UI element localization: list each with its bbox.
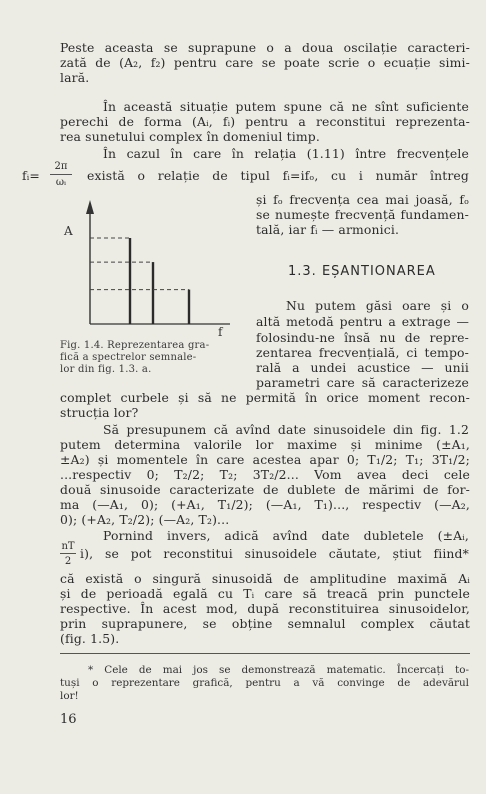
- text-line: se numește frecvență fundamen-: [256, 207, 469, 222]
- fraction-bar: [60, 553, 76, 554]
- text-line: Nu putem găsi oare și o: [286, 298, 469, 313]
- spectral-lines: [90, 238, 189, 324]
- text-line: (fig. 1.5).: [60, 631, 120, 646]
- figure-caption-line: Fig. 1.4. Reprezentarea gra-: [60, 340, 210, 351]
- text-line: complet curbele și să ne permită în orice moment recon-: [60, 390, 470, 405]
- text-line: În cazul în care în relația (1.11) între frecvențele: [103, 146, 469, 161]
- text-line: lară.: [60, 70, 90, 85]
- axis-y-label: A: [64, 224, 73, 238]
- spectrum-figure: [52, 196, 242, 336]
- text-line: că există o singură sinusoidă de amplitudine maximă Aᵢ: [60, 571, 470, 586]
- y-axis-arrow: [86, 200, 94, 214]
- text-line: rea sunetului complex în domeniul timp.: [60, 129, 320, 144]
- footnote-rule: [60, 653, 470, 654]
- text-line: Să presupunem că avînd date sinusoidele din fig. 1.2: [103, 422, 469, 437]
- text-line: și de perioadă egală cu Tᵢ care să treacă prin punctele: [60, 586, 470, 601]
- p6-numerator: nT: [61, 541, 75, 552]
- text-line: 0); (+A₂, T₂/2); (—A₂, T₂)...: [60, 512, 230, 527]
- page-number: 16: [60, 712, 77, 727]
- text-line: respective. În acest mod, după reconstituirea sinusoidelor,: [60, 601, 470, 616]
- text-line: ...respectiv 0; T₂/2; T₂; 3T₂/2... Vom avea deci cele: [60, 467, 470, 482]
- footnote-line: * Cele de mai jos se demonstrează matematic. Încercați to-: [88, 664, 469, 676]
- figure-caption-line: fică a spectrelor semnale-: [60, 352, 197, 363]
- text-line: parametri care să caracterizeze: [256, 375, 469, 390]
- text-line: folosindu-ne însă nu de repre-: [256, 330, 469, 345]
- text-line: există o relație de tipul fᵢ=ifₒ, cu i număr întreg: [87, 168, 469, 183]
- text-line: strucția lor?: [60, 405, 139, 420]
- fraction-bar: [50, 174, 72, 175]
- text-line: rală a undei acustice — unii: [256, 360, 469, 375]
- text-line: putem determina valorile lor maxime și minime (±A₁,: [60, 437, 470, 452]
- text-line: zată de (A₂, f₂) pentru care se poate scrie o ecuație simi-: [60, 55, 470, 70]
- section-heading: 1.3. EȘANTIONAREA: [288, 264, 436, 279]
- text-line: perechi de forma (Aᵢ, fᵢ) pentru a reconstitui reprezenta-: [60, 114, 470, 129]
- equation-numerator: 2π: [54, 161, 68, 172]
- text-line: tală, iar fᵢ — armonici.: [256, 222, 400, 237]
- text-line: Peste aceasta se suprapune o a doua oscilație caracteri-: [60, 40, 470, 55]
- text-line: și fₒ frecvența cea mai joasă, fₒ: [256, 192, 469, 207]
- text-line: zentarea frecvențială, ci tempo-: [256, 345, 469, 360]
- text-line: i), se pot reconstitui sinusoidele căutate, știut fiind*: [80, 546, 469, 561]
- text-line: În această situație putem spune că ne sînt suficiente: [103, 99, 469, 114]
- footnote-line: tuși o reprezentare grafică, pentru a vă convinge de adevărul: [60, 677, 469, 689]
- text-line: ma (—A₁, 0); (+A₁, T₁/2); (—A₁, T₁)..., respectiv (—A₂,: [60, 497, 470, 512]
- equation-denominator: ωᵢ: [55, 177, 67, 188]
- footnote-line: lor!: [60, 690, 79, 702]
- text-line: altă metodă pentru a extrage —: [256, 314, 469, 329]
- axis-x-label: f: [218, 325, 223, 336]
- figure-caption-line: lor din fig. 1.3. a.: [60, 364, 152, 375]
- text-line: prin suprapunere, se obține semnalul complex căutat: [60, 616, 470, 631]
- text-line: două sinusoide caracterizate de dublete de mărimi de for-: [60, 482, 470, 497]
- p6-denominator: 2: [64, 556, 72, 567]
- equation-lhs: fᵢ=: [22, 168, 40, 183]
- text-line: ±A₂) și momentele în care acestea apar 0; T₁/2; T₁; 3T₁/2;: [60, 452, 470, 467]
- text-line: Pornind invers, adică avînd date dubletele (±Aᵢ,: [103, 528, 469, 543]
